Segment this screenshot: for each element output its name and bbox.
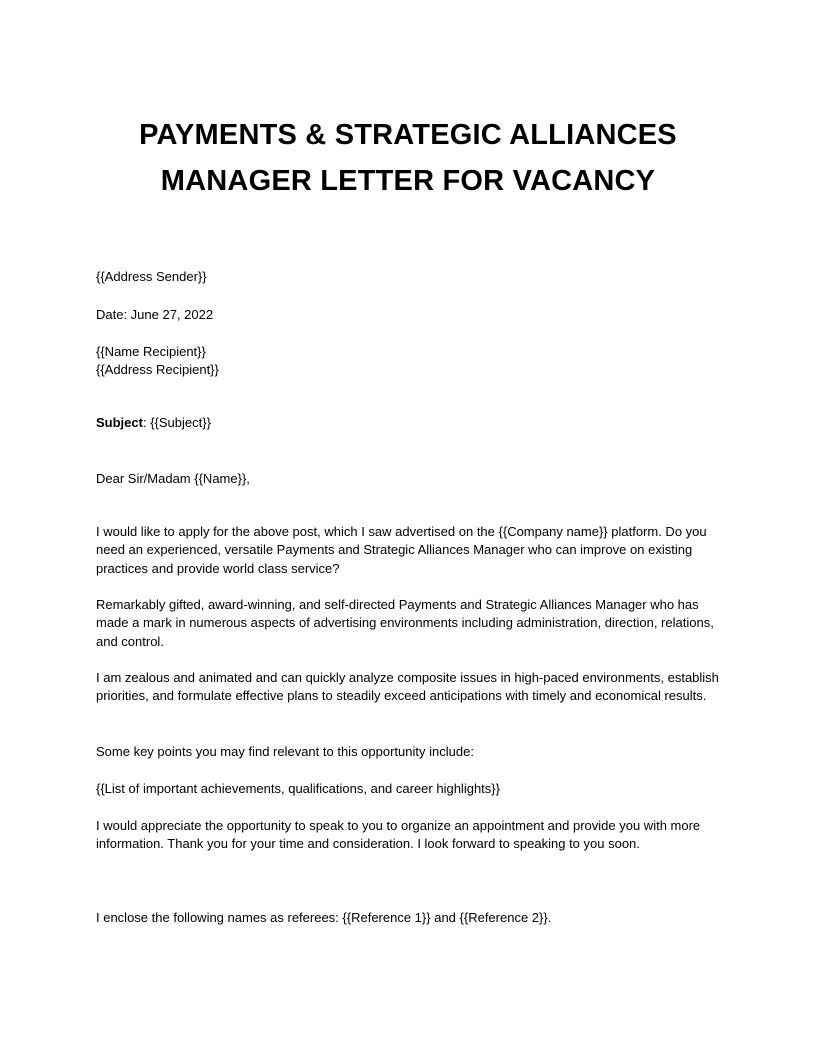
body-paragraph-3: I am zealous and animated and can quickly analyze composite issues in high-paced environments, establish priorities, and formulate effective plans to steadily exceed anticipations with timely and economical results.: [96, 670, 719, 704]
subject-label: Subject: [96, 415, 143, 430]
subject-value: : {{Subject}}: [142, 415, 211, 430]
subject-line: [96, 414, 211, 432]
document-title: [96, 112, 720, 204]
address-recipient: {{Address Recipient}}: [96, 362, 219, 377]
achievements-placeholder: {{List of important achievements, qualifications, and career highlights}}: [96, 781, 500, 796]
references-paragraph: I enclose the following names as referees: {{Reference 1}} and {{Reference 2}}.: [96, 910, 552, 925]
name-recipient: {{Name Recipient}}: [96, 344, 206, 359]
body-paragraph-closing: I would appreciate the opportunity to speak to you to organize an appointment and provide you with more information. Thank you for your time and consideration. I look forward to speaking to you soon.: [96, 818, 701, 852]
body-paragraph-2: Remarkably gifted, award-winning, and self-directed Payments and Strategic Alliances Manager who has made a mark in numerous aspects of advertising environments including administration, direction, relations, and control.: [96, 597, 714, 649]
body-paragraph-1: I would like to apply for the above post, which I saw advertised on the {{Company name}} platform. Do you need an experienced, versatile Payments and Strategic Alliances Manager who can improve on existing practices and provide world class service?: [96, 524, 707, 576]
title-line-2: MANAGER LETTER FOR VACANCY: [160, 165, 656, 197]
letter-date: Date: June 27, 2022: [96, 307, 214, 322]
salutation: Dear Sir/Madam {{Name}},: [96, 471, 250, 486]
body-paragraph-4: Some key points you may find relevant to this opportunity include:: [96, 744, 474, 759]
title-line-1: PAYMENTS & STRATEGIC ALLIANCES: [139, 119, 677, 151]
address-sender: {{Address Sender}}: [96, 269, 207, 284]
